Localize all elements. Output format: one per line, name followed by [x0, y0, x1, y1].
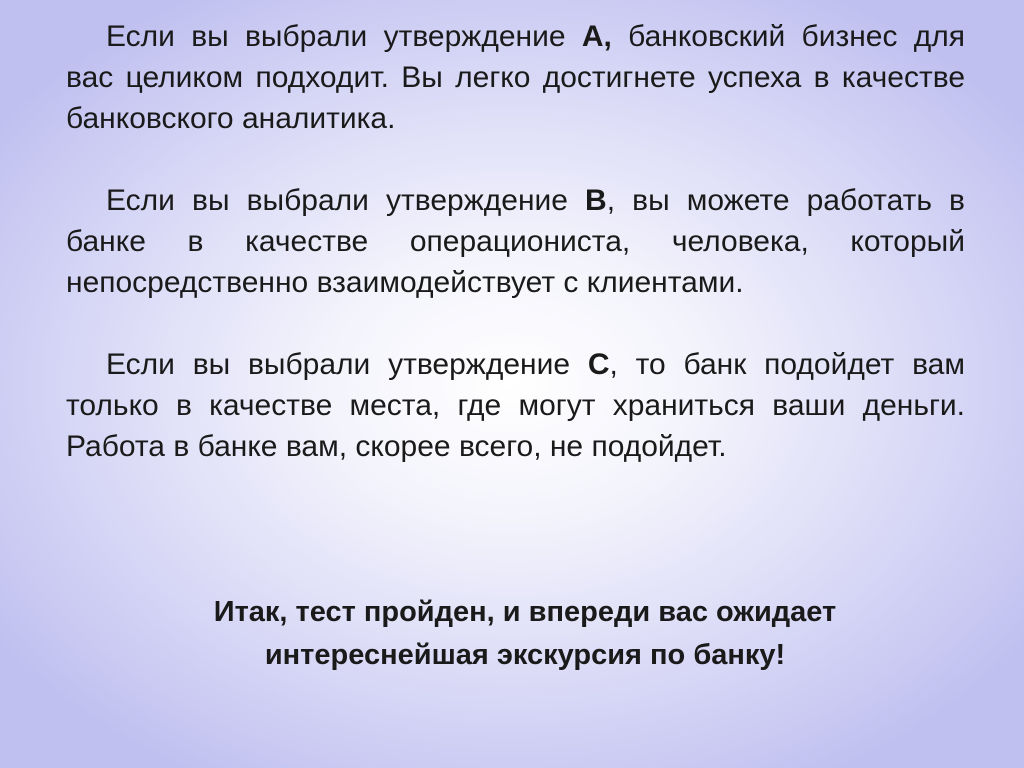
paragraph-a-lead: Если вы выбрали утверждение: [106, 20, 582, 53]
paragraph-option-b: [66, 180, 965, 303]
paragraph-option-c: [66, 344, 965, 467]
paragraph-option-a: [66, 16, 965, 139]
option-a-label: А,: [581, 20, 612, 53]
conclusion-text: [120, 591, 930, 677]
paragraph-c-body: , то банк подойдет вам только в качестве места, где могут храниться ваши деньги. Работа в банке вам, скорее всего, не подойдет.: [66, 348, 965, 463]
paragraph-b-lead: Если вы выбрали утверждение: [106, 184, 586, 217]
paragraph-a-body: банковский бизнес для вас целиком подходит. Вы легко достигнете успеха в качестве банковского аналитика.: [66, 20, 965, 135]
conclusion-line-2: интереснейшая экскурсия по банку!: [264, 639, 786, 671]
conclusion-line-1: Итак, тест пройден, и впереди вас ожидает: [213, 596, 837, 628]
paragraph-b-body: , вы можете работать в банке в качестве операциониста, человека, который непосредственно взаимодействует с клиентами.: [66, 184, 965, 299]
option-c-label: С: [587, 348, 610, 381]
results-text: [66, 16, 965, 467]
option-b-label: В: [585, 184, 607, 217]
paragraph-c-lead: Если вы выбрали утверждение: [106, 348, 588, 381]
